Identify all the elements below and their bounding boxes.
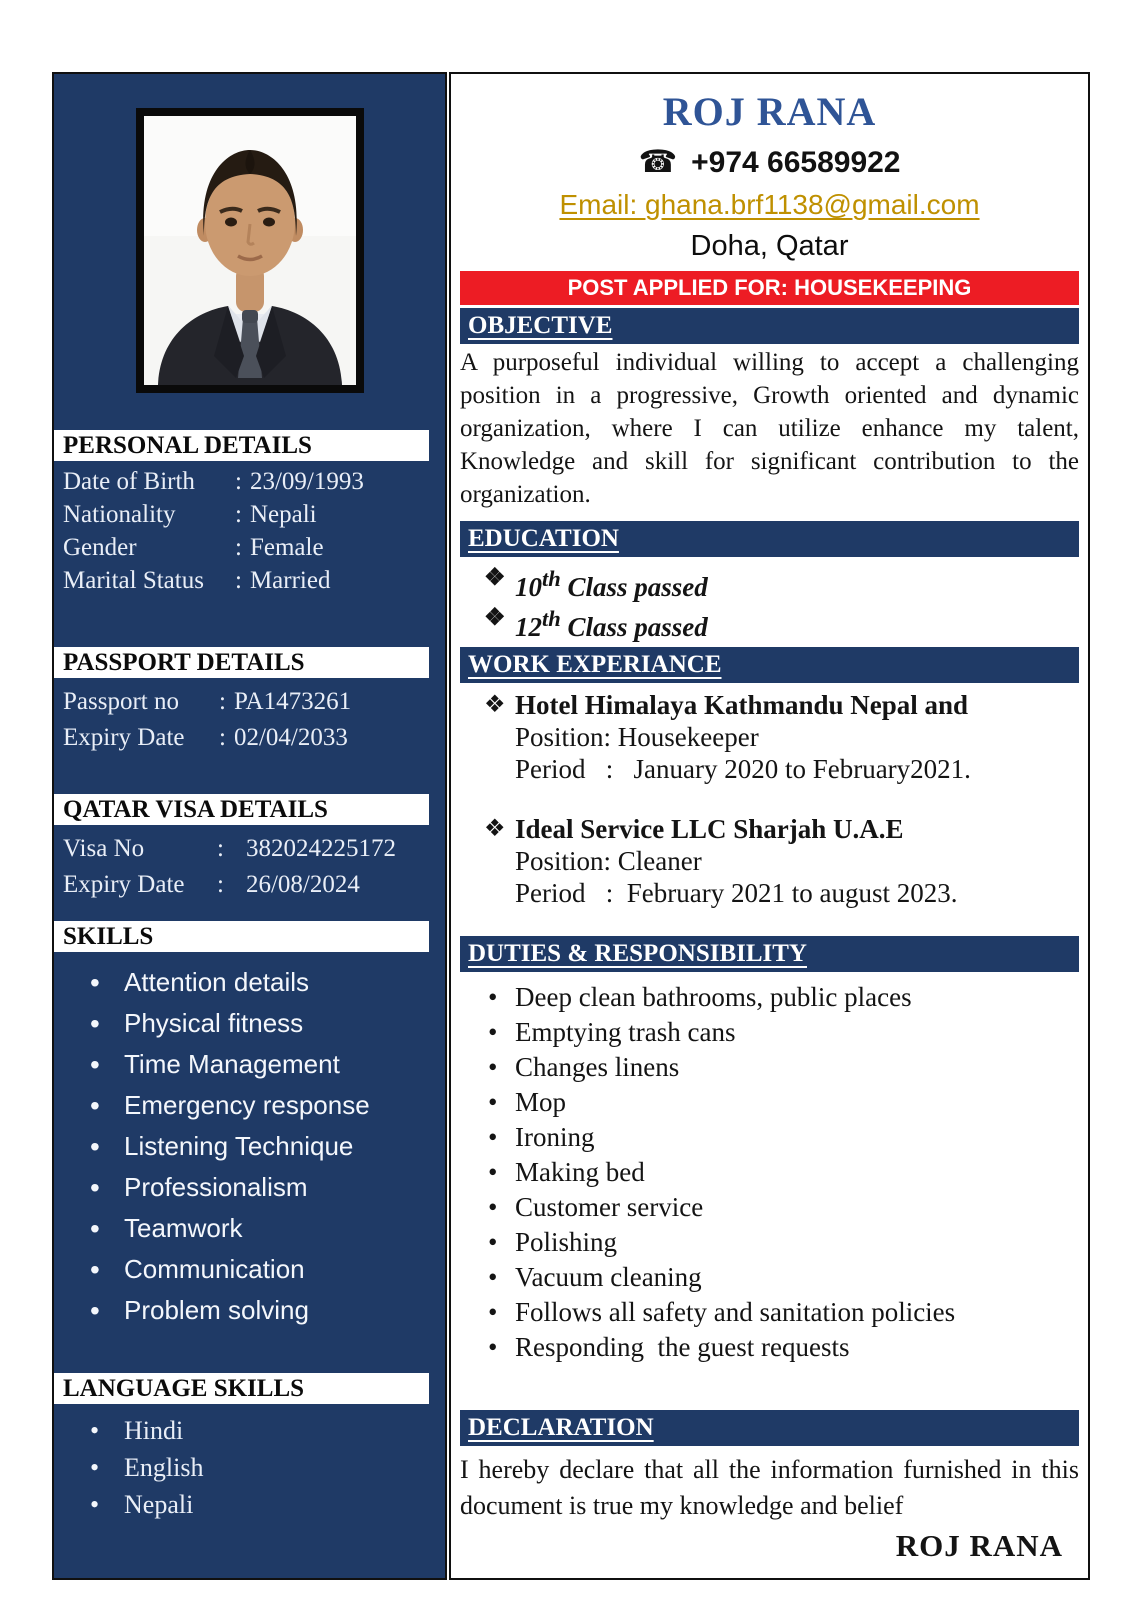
skills-header: SKILLS: [54, 921, 429, 952]
duties-list: [460, 980, 1079, 1365]
job-position: Position: Cleaner: [515, 846, 702, 876]
detail-value: 23/09/1993: [249, 468, 364, 495]
detail-label: Gender: [63, 534, 137, 561]
personal-details-header: PERSONAL DETAILS: [54, 430, 429, 461]
detail-label: Date of Birth: [63, 468, 195, 495]
duty-item: • Follows all safety and sanitation policies: [460, 1295, 1079, 1330]
candidate-name: ROJ RANA: [662, 89, 877, 134]
colon: :: [219, 724, 226, 751]
skill-item: • Listening Technique: [124, 1126, 445, 1167]
job-period: Period : February 2021 to august 2023.: [515, 878, 958, 908]
language-list: [54, 1412, 445, 1523]
duty-item: • Emptying trash cans: [460, 1015, 1079, 1050]
detail-value: PA1473261: [233, 688, 352, 715]
colon: :: [235, 534, 242, 561]
class-text: Class passed: [560, 572, 708, 602]
detail-row: [54, 498, 445, 531]
class-number: 12: [515, 612, 542, 642]
detail-row: [54, 867, 445, 903]
skill-item: • Physical fitness: [124, 1003, 445, 1044]
detail-value: 26/08/2024: [245, 871, 360, 898]
signature-name: ROJ RANA: [895, 1528, 1063, 1563]
colon: :: [235, 468, 242, 495]
duty-item: • Customer service: [460, 1190, 1079, 1225]
duty-item: • Polishing: [460, 1225, 1079, 1260]
duty-item: • Making bed: [460, 1155, 1079, 1190]
ordinal-suffix: th: [542, 566, 561, 591]
phone-row: [460, 142, 1079, 183]
language-item: • Hindi: [124, 1412, 445, 1449]
post-applied-banner: POST APPLIED FOR: HOUSEKEEPING: [460, 271, 1079, 305]
education-item: [460, 603, 1079, 643]
detail-label: Nationality: [63, 501, 176, 528]
objective-header-label: OBJECTIVE: [468, 312, 613, 339]
detail-value: Female: [249, 534, 324, 561]
skills-list: [54, 962, 445, 1331]
detail-row: [54, 831, 445, 867]
language-item: • Nepali: [124, 1486, 445, 1523]
detail-value: Nepali: [249, 501, 317, 528]
duty-item: • Deep clean bathrooms, public places: [460, 980, 1079, 1015]
skill-item: • Problem solving: [124, 1290, 445, 1331]
education-item: [460, 563, 1079, 603]
detail-value: 382024225172: [245, 835, 396, 862]
detail-label: Visa No: [63, 835, 145, 862]
duties-header: [460, 936, 1079, 972]
class-text: Class passed: [560, 612, 708, 642]
job-company: ❖ Ideal Service LLC Sharjah U.A.E: [460, 813, 1079, 845]
colon: :: [235, 567, 242, 594]
telephone-icon: ☎: [638, 144, 678, 180]
passport-details-header: PASSPORT DETAILS: [54, 647, 429, 678]
passport-details-rows: [54, 684, 445, 756]
colon: :: [217, 835, 224, 862]
detail-row: [54, 564, 445, 597]
declaration-header-label: DECLARATION: [468, 1414, 654, 1441]
work-experience-header: [460, 647, 1079, 683]
job-period: Period : January 2020 to February2021.: [515, 754, 971, 784]
phone-number: +974 66589922: [691, 146, 901, 179]
skill-item: • Professionalism: [124, 1167, 445, 1208]
job-entry: [460, 689, 1079, 785]
portrait-illustration: [144, 116, 356, 385]
detail-row: [54, 720, 445, 756]
location-text: Doha, Qatar: [690, 230, 849, 262]
detail-row: [54, 465, 445, 498]
detail-label: Passport no: [63, 688, 179, 715]
colon: :: [217, 871, 224, 898]
duty-item: • Mop: [460, 1085, 1079, 1120]
detail-row: [54, 531, 445, 564]
duty-item: • Responding the guest requests: [460, 1330, 1079, 1365]
sidebar: [52, 72, 447, 1580]
education-list: [460, 563, 1079, 643]
job-position: Position: Housekeeper: [515, 722, 759, 752]
duty-item: • Ironing: [460, 1120, 1079, 1155]
declaration-text: I hereby declare that all the information furnished in this document is true my knowledge and belief: [460, 1455, 1079, 1520]
detail-row: [54, 684, 445, 720]
duties-header-label: DUTIES & RESPONSIBILITY: [468, 940, 807, 967]
qatar-visa-details-header: QATAR VISA DETAILS: [54, 794, 429, 825]
colon: :: [219, 688, 226, 715]
main-column: [449, 72, 1090, 1580]
skill-item: • Emergency response: [124, 1085, 445, 1126]
education-header-label: EDUCATION: [468, 525, 619, 552]
objective-header: [460, 308, 1079, 344]
email-link[interactable]: Email: ghana.brf1138@gmail.com: [559, 189, 980, 220]
skill-item: • Teamwork: [124, 1208, 445, 1249]
duty-item: • Vacuum cleaning: [460, 1260, 1079, 1295]
personal-details-rows: [54, 465, 445, 597]
duty-item: • Changes linens: [460, 1050, 1079, 1085]
skill-item: • Attention details: [124, 962, 445, 1003]
profile-photo: [136, 108, 364, 393]
language-skills-header: LANGUAGE SKILLS: [54, 1373, 429, 1404]
detail-label: Expiry Date: [63, 871, 185, 898]
education-header: [460, 521, 1079, 557]
job-entry: [460, 813, 1079, 909]
detail-label: Expiry Date: [63, 724, 185, 751]
work-experience-header-label: WORK EXPERIANCE: [468, 651, 722, 678]
language-item: • English: [124, 1449, 445, 1486]
skill-item: • Communication: [124, 1249, 445, 1290]
colon: :: [235, 501, 242, 528]
skill-item: • Time Management: [124, 1044, 445, 1085]
job-company: ❖ Hotel Himalaya Kathmandu Nepal and: [460, 689, 1079, 721]
ordinal-suffix: th: [542, 606, 561, 631]
detail-value: Married: [249, 567, 331, 594]
declaration-header: [460, 1410, 1079, 1446]
visa-details-rows: [54, 831, 445, 903]
class-number: 10: [515, 572, 542, 602]
objective-text: A purposeful individual willing to accept a challenging position in a progressive, Growth oriented and dynamic organization, where I can utilize enhance my talent, Knowledge and skill for significant contribution to the organization.: [460, 349, 1079, 508]
detail-label: Marital Status: [63, 567, 204, 594]
detail-value: 02/04/2033: [233, 724, 348, 751]
